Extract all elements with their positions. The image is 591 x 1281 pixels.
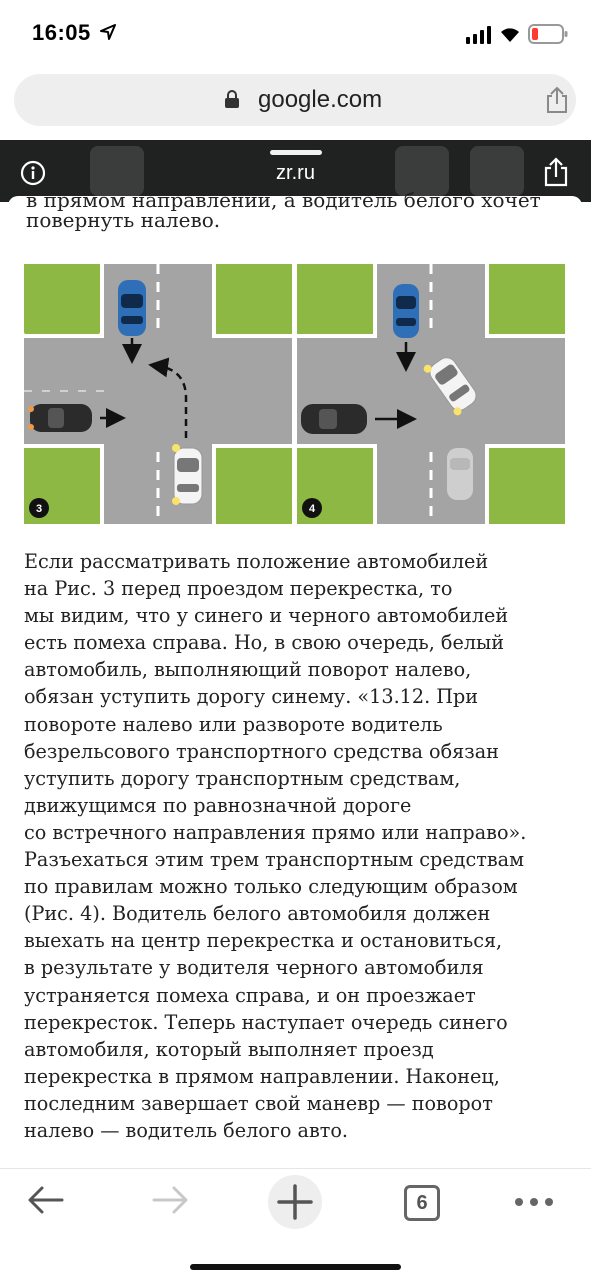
paragraph-line: уступить дорогу транспортным средствам, [24, 766, 461, 790]
site-title: zr.ru [276, 162, 315, 184]
paragraph-line: устраняется помеха справа, и он проезжает [24, 983, 476, 1007]
cellular-signal-icon [466, 26, 492, 44]
paragraph-line: Если рассматривать положение автомобилей [24, 550, 489, 573]
paragraph-line: есть помеха справа. Но, в свою очередь, белый [24, 631, 505, 655]
article-cut-line: в прямом направлении, а водитель белого хочет [26, 188, 541, 212]
forward-arrow-icon[interactable] [150, 1185, 190, 1215]
tabs-count-button[interactable]: 6 [404, 1185, 440, 1221]
paragraph-line: Разъехаться этим трем транспортным средствам [24, 848, 525, 872]
article-card [8, 188, 582, 1168]
new-tab-button[interactable] [268, 1175, 322, 1229]
paragraph-line: на Рис. 3 перед проездом перекрестка, то [24, 577, 453, 601]
lock-icon [224, 90, 240, 108]
figure-4 [297, 258, 565, 524]
paragraph-line: безрельсового транспортного средства обязан [24, 739, 499, 763]
location-arrow-icon [100, 24, 116, 40]
paragraph-line: в результате у водителя черного автомобиля [24, 956, 484, 980]
plus-icon [268, 1175, 322, 1229]
paragraph-line: движущимся по равнозначной дороге [24, 793, 412, 817]
share-icon[interactable] [543, 157, 569, 187]
article-intro-line: повернуть налево. [26, 208, 221, 232]
paragraph-line: повороте налево или развороте водитель [24, 712, 443, 736]
more-dots-icon[interactable] [514, 1197, 554, 1207]
paragraph-line: последним завершает свой маневр — поворот [24, 1091, 493, 1115]
paragraph-line: перекрестка в прямом направлении. Наконец, [24, 1064, 500, 1088]
figure-3-number: 3 [35, 503, 43, 515]
paragraph-line: автомобиль, выполняющий поворот налево, [24, 658, 472, 682]
paragraph-line: мы видим, что у синего и черного автомобилей [24, 604, 509, 628]
share-icon[interactable] [544, 86, 570, 114]
status-bar [0, 0, 591, 66]
paragraph-line: обязан уступить дорогу синему. «13.12. При [24, 685, 479, 709]
drag-handle[interactable] [270, 150, 322, 155]
address-bar[interactable] [14, 74, 576, 126]
bottom-toolbar [0, 1168, 591, 1281]
address-text[interactable]: google.com [258, 86, 383, 113]
paragraph-line: автомобиля, который выполняет проезд [24, 1037, 434, 1061]
figure-3 [24, 258, 292, 524]
info-icon[interactable] [20, 160, 46, 186]
battery-low-icon [528, 24, 568, 44]
paragraph-line: (Рис. 4). Водитель белого автомобиля должен [24, 902, 491, 926]
paragraph-line: выехать на центр перекрестка и остановиться, [24, 929, 503, 953]
paragraph-line: налево — водитель белого авто. [24, 1118, 349, 1142]
paragraph-line: со встречного направления прямо или направо». [24, 820, 527, 844]
intersection-diagram [24, 258, 565, 524]
status-time: 16:05 [32, 20, 91, 45]
figure-4-number: 4 [308, 503, 316, 515]
wifi-icon [498, 24, 522, 44]
paragraph-line: перекресток. Теперь наступает очередь синего [24, 1010, 508, 1034]
article-paragraph [24, 548, 580, 1144]
back-arrow-icon[interactable] [26, 1185, 66, 1215]
paragraph-line: по правилам можно только следующим образом [24, 875, 518, 899]
home-indicator[interactable] [190, 1264, 401, 1270]
